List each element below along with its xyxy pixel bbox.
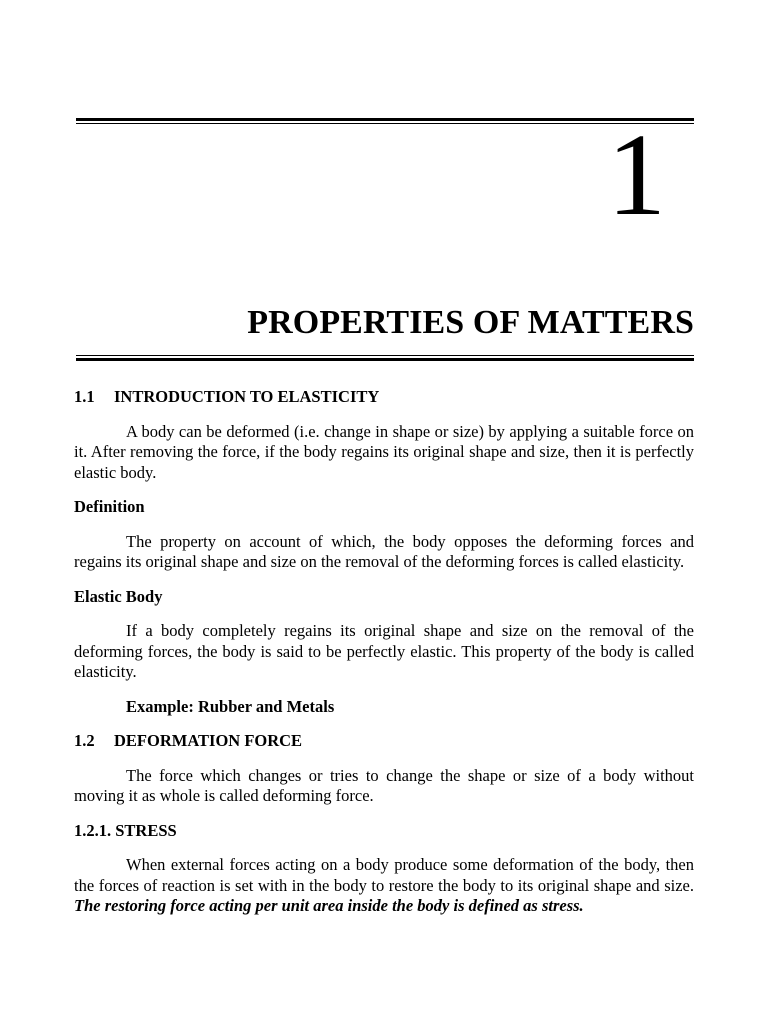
section-title: INTRODUCTION TO ELASTICITY	[114, 387, 380, 406]
section-number: 1.1	[74, 387, 95, 406]
chapter-number: 1	[607, 109, 666, 240]
chapter-top-rule	[76, 118, 694, 124]
section-number: 1.2	[74, 731, 95, 750]
stress-text: When external forces acting on a body produce some deformation of the body, then the forces of reaction is set with in the body to restore the body to its original shape and size.	[74, 855, 694, 895]
chapter-title: PROPERTIES OF MATTERS	[247, 304, 694, 341]
elastic-body-paragraph: If a body completely regains its original shape and size on the removal of the deforming forces, the body is said to be perfectly elastic. This property of the body is called elasticity.	[74, 621, 694, 681]
intro-paragraph: A body can be deformed (i.e. change in shape or size) by applying a suitable force on it. After removing the force, if the body regains its original shape and size, then it is perfectly elastic body.	[74, 421, 694, 482]
elastic-body-heading: Elastic Body	[74, 586, 163, 606]
section-title: DEFORMATION FORCE	[114, 731, 303, 750]
stress-paragraph	[74, 855, 694, 917]
section-heading-1-2	[74, 731, 694, 752]
stress-heading: 1.2.1. STRESS	[74, 820, 177, 840]
definition-heading: Definition	[74, 497, 145, 516]
chapter-bottom-rule	[76, 355, 694, 361]
deformation-force-paragraph: The force which changes or tries to change the shape or size of a body without moving it as whole is called deforming force.	[74, 765, 694, 805]
chapter-content	[74, 387, 694, 931]
example-line: Example: Rubber and Metals	[126, 696, 335, 716]
definition-paragraph: The property on account of which, the body opposes the deforming forces and regains its original shape and size on the removal of the deforming forces is called elasticity.	[74, 531, 694, 571]
section-heading-1-1	[74, 387, 694, 408]
stress-definition-emphasis: The restoring force acting per unit area inside the body is defined as stress.	[74, 896, 584, 915]
